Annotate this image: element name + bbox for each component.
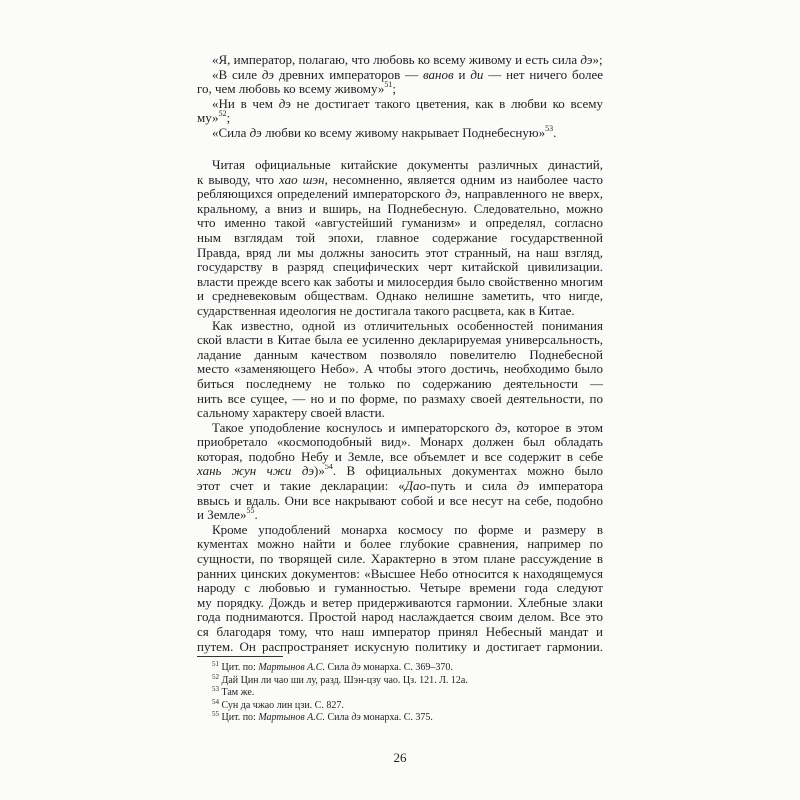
- text-run: ладание данным качеством позволяло повелителю Поднебесной: [197, 347, 603, 362]
- text-line: [197, 567, 603, 582]
- text-line: [197, 319, 603, 334]
- text-run: -путь и сила: [425, 479, 517, 494]
- quotation: [197, 123, 603, 141]
- text-run: место «заменяющего Небо». А чтобы этого достичь, необходимо было: [197, 362, 603, 377]
- text-run: го, чем любовь ко всему живому»: [197, 81, 385, 97]
- italic-term: дэ: [278, 96, 291, 111]
- italic-term: Мартынов А.С.: [258, 712, 325, 723]
- text-run: сударственная идеология не достигала такого расцвета, как в Китае.: [197, 302, 575, 318]
- footnote-ref: 52: [218, 109, 227, 119]
- italic-term: хань жун чжи дэ: [197, 464, 314, 479]
- text-run: Как известно, одной из отличительных особенностей понимания: [212, 318, 603, 333]
- footnote: [212, 712, 468, 725]
- text-run: сальному характеру своей власти.: [197, 405, 385, 421]
- italic-term: ванов: [422, 67, 454, 82]
- page-number: 26: [393, 750, 407, 765]
- text-run: ввысь и вдаль. Они все накрывают собой и все несут на себе, подобно: [197, 493, 603, 508]
- text-run: , направленного не вверх,: [457, 187, 603, 202]
- italic-term: хао шэн: [278, 172, 325, 187]
- footnote: [212, 687, 468, 700]
- text-run: ;: [226, 110, 231, 126]
- quotation: [197, 68, 603, 97]
- text-line: [197, 508, 603, 523]
- text-line: [197, 187, 603, 202]
- text-line: [197, 173, 603, 188]
- text-line: [197, 537, 603, 552]
- footnote-ref: 51: [212, 660, 219, 668]
- text-line: [197, 53, 603, 68]
- text-run: года поднимаются. Простой народ наслаждается своим делом. Все это: [197, 610, 603, 625]
- text-run: му порядку. Дождь и ветер придерживаются гармонии. Хлебные злаки: [197, 595, 603, 610]
- italic-term: дэ: [580, 52, 593, 67]
- footnote: [212, 672, 468, 688]
- text-run: .: [254, 507, 258, 523]
- text-run: ранних цинских документов: «Высшее Небо относится к находящемуся: [197, 566, 603, 581]
- text-run: Дай Цин ли чао ши лу, разд. Шэн-цзу чао. Цз. 121. Л. 12а.: [219, 674, 468, 686]
- italic-term: дэ: [516, 479, 530, 494]
- italic-term: дэ: [249, 124, 262, 140]
- text-line: [197, 377, 603, 392]
- text-line: [197, 123, 603, 141]
- text-run: приобретало «космоподобный вид». Монарх должен был обладать: [197, 435, 603, 450]
- footnote-ref: 53: [212, 685, 219, 693]
- text-line: [197, 523, 603, 538]
- text-run: биться последнему не только по содержанию деятельности —: [197, 376, 603, 391]
- footnote-ref: 55: [246, 506, 255, 516]
- paragraph: [197, 158, 603, 319]
- text-run: путем. Он распространяет искусную политику и достигает гармонии.: [197, 639, 603, 654]
- text-run: народу с любовью и гуманностью. Четыре времени года следуют: [197, 581, 603, 596]
- text-line: [197, 289, 603, 304]
- italic-term: дэ: [495, 420, 508, 435]
- text-run: Читая официальные китайские документы различных династий,: [212, 158, 603, 172]
- text-run: Кроме уподоблений монарха космосу по форме и размеру в: [212, 522, 603, 537]
- text-line: [197, 625, 603, 640]
- text-line: [197, 581, 603, 596]
- text-run: ской власти в Китае была ее усиленно декларируемая универсальность,: [197, 333, 603, 348]
- footnote-ref: 55: [212, 710, 219, 718]
- paragraph: [197, 421, 603, 523]
- text-run: Цит. по:: [219, 712, 259, 723]
- footnote-divider: [197, 656, 283, 657]
- text-line: [197, 596, 603, 611]
- text-line: [197, 392, 603, 407]
- text-run: древних императоров —: [274, 67, 423, 82]
- text-line: [197, 68, 603, 83]
- paragraph: [197, 523, 603, 654]
- text-run: и Земле»: [197, 507, 247, 523]
- text-run: «Ни в чем: [212, 96, 279, 111]
- text-line: [197, 552, 603, 567]
- italic-term: дэ: [261, 67, 275, 82]
- text-line: [197, 464, 603, 479]
- text-run: ребляющихся определений императорского: [197, 187, 446, 202]
- text-run: и: [453, 67, 471, 82]
- text-line: [197, 97, 603, 112]
- quotation: [197, 53, 603, 68]
- text-run: Такое уподобление коснулось и императорского: [212, 420, 496, 435]
- text-line: [197, 362, 603, 377]
- text-run: что именно такой «августейший гуманизм» и определял, согласно: [197, 216, 603, 231]
- paragraph: [197, 319, 603, 421]
- text-line: [197, 494, 603, 509]
- text-line: [197, 421, 603, 436]
- text-line: [197, 82, 603, 97]
- text-run: Сун да чжао лин цзи. С. 827.: [219, 699, 344, 711]
- text-run: монарха. С. 369–370.: [360, 662, 453, 673]
- text-line: [197, 260, 603, 275]
- text-run: которая, подобно Небу и Земле, все объемлет и все содержит в себе: [197, 449, 603, 464]
- text-line: [197, 610, 603, 625]
- text-line: [197, 111, 603, 126]
- text-run: кральному, а вниз и вширь, на Поднебесную. Следовательно, можно: [197, 201, 603, 216]
- footnote-ref: 51: [384, 80, 393, 90]
- text-line: [197, 246, 603, 261]
- text-run: .: [553, 124, 557, 140]
- quotation-block: [197, 53, 603, 141]
- text-line: [197, 275, 603, 290]
- text-run: нить все сущее, — но и по форме, по размаху своей деятельности, по: [197, 391, 603, 406]
- text-run: «Сила: [212, 124, 250, 140]
- italic-term: Мартынов А.С.: [258, 662, 325, 673]
- text-run: этот счет и такие декларации: «: [197, 479, 405, 494]
- footnote: [212, 662, 468, 675]
- text-run: ;: [392, 81, 396, 97]
- text-run: Сила: [324, 712, 352, 723]
- italic-term: дэ: [351, 712, 361, 723]
- italic-term: Дао: [404, 479, 426, 494]
- text-run: ным взглядам той эпохи, главное содержание государственной: [197, 230, 603, 245]
- quotation: [197, 97, 603, 126]
- text-run: , которое в этом: [507, 420, 603, 435]
- body-text: [197, 158, 603, 654]
- text-run: Цит. по:: [219, 662, 259, 673]
- text-run: государству в разряд специфических черт китайской цивилизации.: [197, 260, 603, 275]
- text-line: [197, 450, 603, 465]
- text-line: [197, 158, 603, 173]
- italic-term: дэ: [445, 187, 458, 202]
- footnote-ref: 54: [324, 464, 333, 472]
- text-run: Там же.: [219, 687, 255, 698]
- text-line: [197, 304, 603, 319]
- text-run: сущности, по творящей силе. Характерно в этом плане рассуждение в: [197, 552, 603, 567]
- text-run: «В силе: [212, 67, 262, 82]
- italic-term: дэ: [351, 662, 361, 673]
- text-run: Сила: [324, 662, 352, 673]
- text-run: . В официальных документах можно было: [332, 464, 603, 479]
- text-run: монарха. С. 375.: [360, 712, 433, 723]
- text-line: [197, 435, 603, 450]
- text-run: )»: [313, 464, 325, 479]
- text-line: [197, 231, 603, 246]
- footnotes: [212, 662, 468, 725]
- text-run: »;: [592, 52, 603, 67]
- text-line: [197, 406, 603, 421]
- text-run: любви ко всему живому накрывает Поднебесную»: [261, 124, 546, 140]
- italic-term: ди: [470, 67, 484, 82]
- text-run: , несомненно, является одним из наиболее часто: [324, 172, 603, 187]
- text-run: и средневековым обществам. Однако нелишне заметить, что нигде,: [197, 289, 603, 304]
- footnote-ref: 53: [545, 123, 554, 133]
- text-run: «Я, император, полагаю, что любовь ко всему живому и есть сила: [212, 52, 581, 67]
- text-line: [197, 202, 603, 217]
- text-run: к выводу, что: [197, 172, 279, 187]
- text-line: [197, 333, 603, 348]
- text-run: — нет ничего более: [488, 67, 603, 82]
- text-line: [197, 640, 603, 655]
- text-run: императора: [538, 479, 603, 494]
- text-run: кументах можно найти и более глубокие сравнения, например по: [197, 537, 603, 552]
- text-run: Правда, вряд ли мы должны заносить этот странный, на наш взгляд,: [197, 245, 603, 260]
- text-line: [197, 479, 603, 494]
- text-run: ся благодаря тому, что наш император принял Небесный мандат и: [197, 625, 603, 639]
- footnote: [212, 697, 468, 713]
- text-run: му»: [197, 110, 219, 126]
- text-line: [197, 348, 603, 363]
- footnote-ref: 52: [212, 672, 219, 681]
- footnote-ref: 54: [212, 697, 219, 706]
- text-run: не достигает такого цветения, как в любви ко всему: [296, 96, 603, 111]
- text-line: [197, 216, 603, 231]
- text-run: власти прежде всего как заботы и милосердия было свойственно многим: [197, 274, 603, 289]
